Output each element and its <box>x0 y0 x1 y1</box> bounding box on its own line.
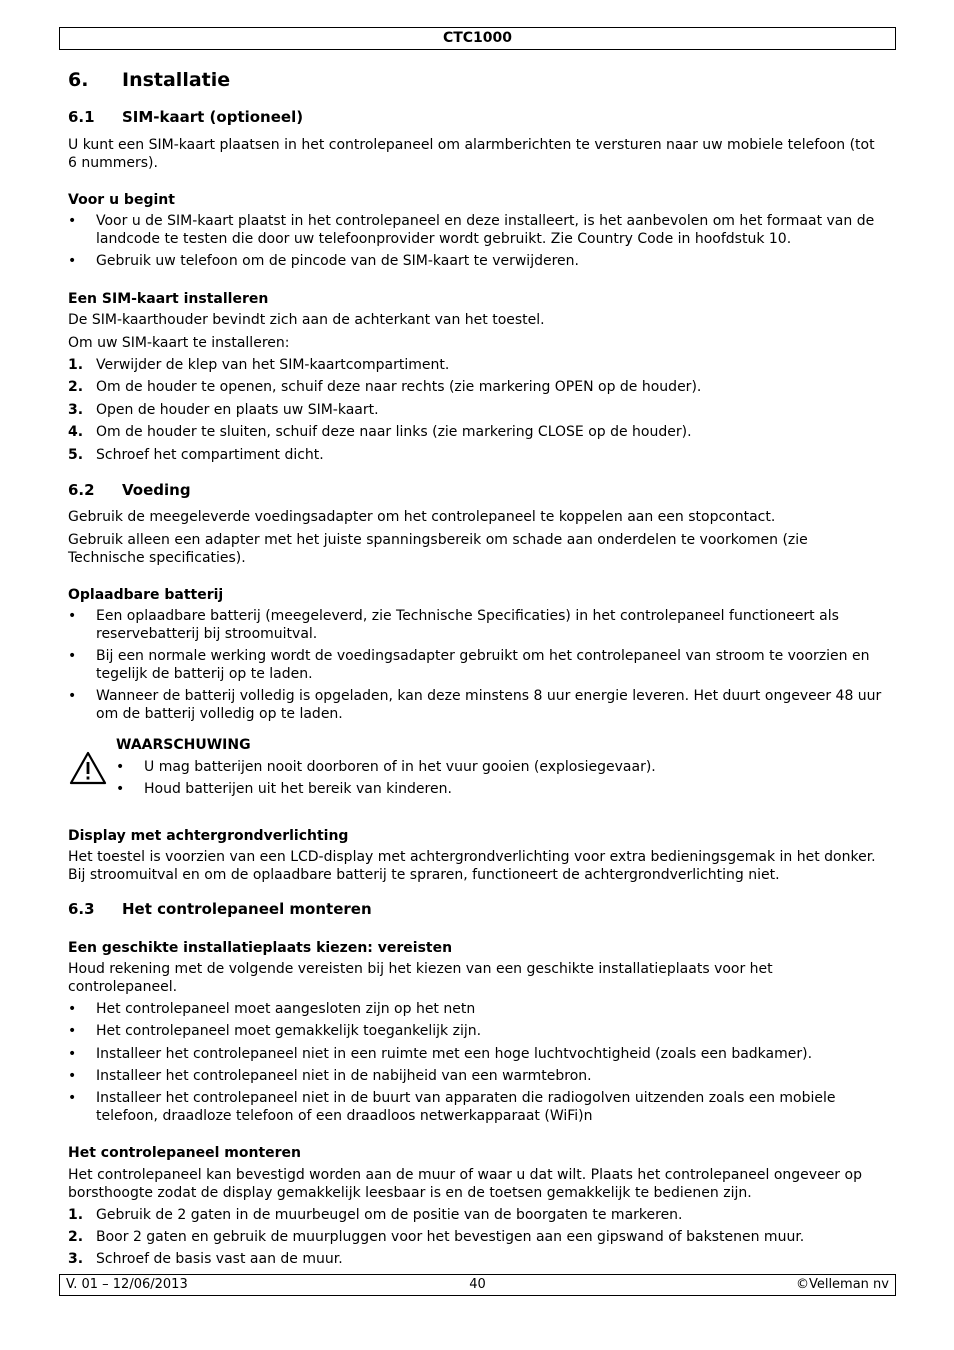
bullet: • <box>68 253 77 269</box>
step-number: 3. <box>68 1251 84 1267</box>
step-text: Gebruik de 2 gaten in de muurbeugel om de positie van de boorgaten te markeren. <box>96 1207 683 1223</box>
step-text: Schroef het compartiment dicht. <box>96 447 324 463</box>
list-item <box>68 1068 886 1086</box>
subsection-6-2-heading <box>68 480 191 500</box>
step-number: 1. <box>68 357 84 373</box>
list-item <box>68 253 886 271</box>
footer-page-number: 40 <box>469 1277 486 1292</box>
display-heading: Display met achtergrondverlichting <box>68 828 349 844</box>
bullet: • <box>68 1090 77 1106</box>
list-item-text: Gebruik uw telefoon om de pincode van de SIM-kaart te verwijderen. <box>96 253 579 269</box>
list-item-text: Bij een normale werking wordt de voedingsadapter gebruikt om het controlepaneel van stroom te voorzien en tegelijk de batterij op te laden. <box>96 648 870 682</box>
warning-heading: WAARSCHUWING <box>116 737 251 753</box>
page-header-model: CTC1000 <box>59 27 896 50</box>
bullet: • <box>68 648 77 664</box>
warning-item-text: Houd batterijen uit het bereik van kinderen. <box>144 781 452 797</box>
list-item <box>68 648 886 683</box>
footer-copyright: ©Velleman nv <box>795 1277 889 1292</box>
battery-heading: Oplaadbare batterij <box>68 587 224 603</box>
list-item-text: Wanneer de batterij volledig is opgeladen, kan deze minstens 8 uur energie leveren. Het duurt ongeveer 48 uur om de batterij volledig op te laden. <box>96 688 882 722</box>
bullet: • <box>68 1068 77 1084</box>
warning-item <box>116 759 886 777</box>
power-text-2: Gebruik alleen een adapter met het juiste spanningsbereik om schade aan onderdelen te voorkomen (zie Technische specificaties). <box>68 532 808 566</box>
requirements-text: Houd rekening met de volgende vereisten bij het kiezen van een geschikte installatieplaats voor het controlepaneel. <box>68 961 773 995</box>
step-item <box>68 424 886 442</box>
sim-install-intro: Om uw SIM-kaart te installeren: <box>68 335 290 351</box>
step-item <box>68 379 886 397</box>
subsection-number: 6.1 <box>68 108 95 126</box>
list-item <box>68 1046 886 1064</box>
step-text: Boor 2 gaten en gebruik de muurpluggen voor het bevestigen aan een gipswand of bakstenen muur. <box>96 1229 805 1245</box>
list-item <box>68 608 886 643</box>
section-number: 6. <box>68 69 89 91</box>
list-item <box>68 1090 886 1125</box>
subsection-title: Het controlepaneel monteren <box>122 900 372 918</box>
step-item <box>68 402 886 420</box>
sim-install-heading: Een SIM-kaart installeren <box>68 291 269 307</box>
step-item <box>68 447 886 465</box>
mounting-heading: Het controlepaneel monteren <box>68 1145 301 1161</box>
bullet: • <box>68 213 77 229</box>
list-item-text: Een oplaadbare batterij (meegeleverd, zie Technische Specificaties) in het controlepaneel functioneert als reservebatterij bij stroomuitval. <box>96 608 839 642</box>
list-item-text: Installeer het controlepaneel niet in de buurt van apparaten die radiogolven uitzenden zoals een mobiele telefoon, draadloze telefoon of een draadloos netwerkapparaat (WiFi)n <box>96 1090 836 1124</box>
step-number: 2. <box>68 379 84 395</box>
list-item <box>68 213 886 248</box>
step-text: Open de houder en plaats uw SIM-kaart. <box>96 402 379 418</box>
footer-version: V. 01 – 12/06/2013 <box>66 1277 188 1292</box>
subsection-6-1-heading <box>68 107 303 127</box>
sim-holder-text: De SIM-kaarthouder bevindt zich aan de achterkant van het toestel. <box>68 312 545 328</box>
subsection-number: 6.3 <box>68 900 95 918</box>
warning-item-text: U mag batterijen nooit doorboren of in het vuur gooien (explosiegevaar). <box>144 759 656 775</box>
mounting-text: Het controlepaneel kan bevestigd worden aan de muur of waar u dat wilt. Plaats het controlepaneel ongeveer op borsthoogte zodat de display gemakkelijk leesbaar is en de toetsen gemakkelijk te bedienen zijn. <box>68 1167 862 1201</box>
list-item <box>68 688 886 723</box>
list-item-text: Installeer het controlepaneel niet in een ruimte met een hoge luchtvochtigheid (zoals een badkamer). <box>96 1046 813 1062</box>
list-item-text: Het controlepaneel moet aangesloten zijn op het netn <box>96 1001 476 1017</box>
subsection-number: 6.2 <box>68 481 95 499</box>
list-item-text: Voor u de SIM-kaart plaatst in het controlepaneel en deze installeert, is het aanbevolen om het formaat van de landcode te testen die door uw telefoonprovider wordt gebruikt. Zie Country Code in hoofdstuk 10. <box>96 213 875 247</box>
step-number: 3. <box>68 402 84 418</box>
list-item-text: Het controlepaneel moet gemakkelijk toegankelijk zijn. <box>96 1023 482 1039</box>
bullet: • <box>68 688 77 704</box>
section-title: Installatie <box>122 69 231 91</box>
step-number: 2. <box>68 1229 84 1245</box>
requirements-heading: Een geschikte installatieplaats kiezen: vereisten <box>68 940 453 956</box>
bullet: • <box>68 1023 77 1039</box>
bullet: • <box>68 1046 77 1062</box>
list-item <box>68 1023 886 1041</box>
subsection-6-3-heading <box>68 899 372 919</box>
step-number: 5. <box>68 447 84 463</box>
page-footer <box>59 1274 896 1296</box>
power-text-1: Gebruik de meegeleverde voedingsadapter om het controlepaneel te koppelen aan een stopcontact. <box>68 509 776 525</box>
section-heading <box>68 68 230 92</box>
bullet: • <box>68 608 77 624</box>
step-number: 4. <box>68 424 84 440</box>
before-begin-heading: Voor u begint <box>68 192 175 208</box>
step-item <box>68 1229 886 1247</box>
step-item <box>68 357 886 375</box>
step-text: Verwijder de klep van het SIM-kaartcompartiment. <box>96 357 450 373</box>
step-text: Om de houder te openen, schuif deze naar rechts (zie markering OPEN op de houder). <box>96 379 702 395</box>
step-item <box>68 1207 886 1225</box>
step-text: Schroef de basis vast aan de muur. <box>96 1251 343 1267</box>
step-number: 1. <box>68 1207 84 1223</box>
warning-item <box>116 781 886 799</box>
bullet: • <box>68 1001 77 1017</box>
sim-intro-text: U kunt een SIM-kaart plaatsen in het controlepaneel om alarmberichten te versturen naar uw mobiele telefoon (tot 6 nummers). <box>68 137 875 171</box>
display-text: Het toestel is voorzien van een LCD-display met achtergrondverlichting voor extra bedieningsgemak in het donker. Bij stroomuitval en om de oplaadbare batterij te spraren, functioneert de achtergrondverlichting niet. <box>68 849 876 883</box>
step-item <box>68 1251 886 1269</box>
subsection-title: SIM-kaart (optioneel) <box>122 108 304 126</box>
subsection-title: Voeding <box>122 481 191 499</box>
warning-triangle-icon <box>69 751 107 785</box>
list-item-text: Installeer het controlepaneel niet in de nabijheid van een warmtebron. <box>96 1068 592 1084</box>
bullet: • <box>116 759 125 775</box>
list-item <box>68 1001 886 1019</box>
bullet: • <box>116 781 125 797</box>
step-text: Om de houder te sluiten, schuif deze naar links (zie markering CLOSE op de houder). <box>96 424 692 440</box>
